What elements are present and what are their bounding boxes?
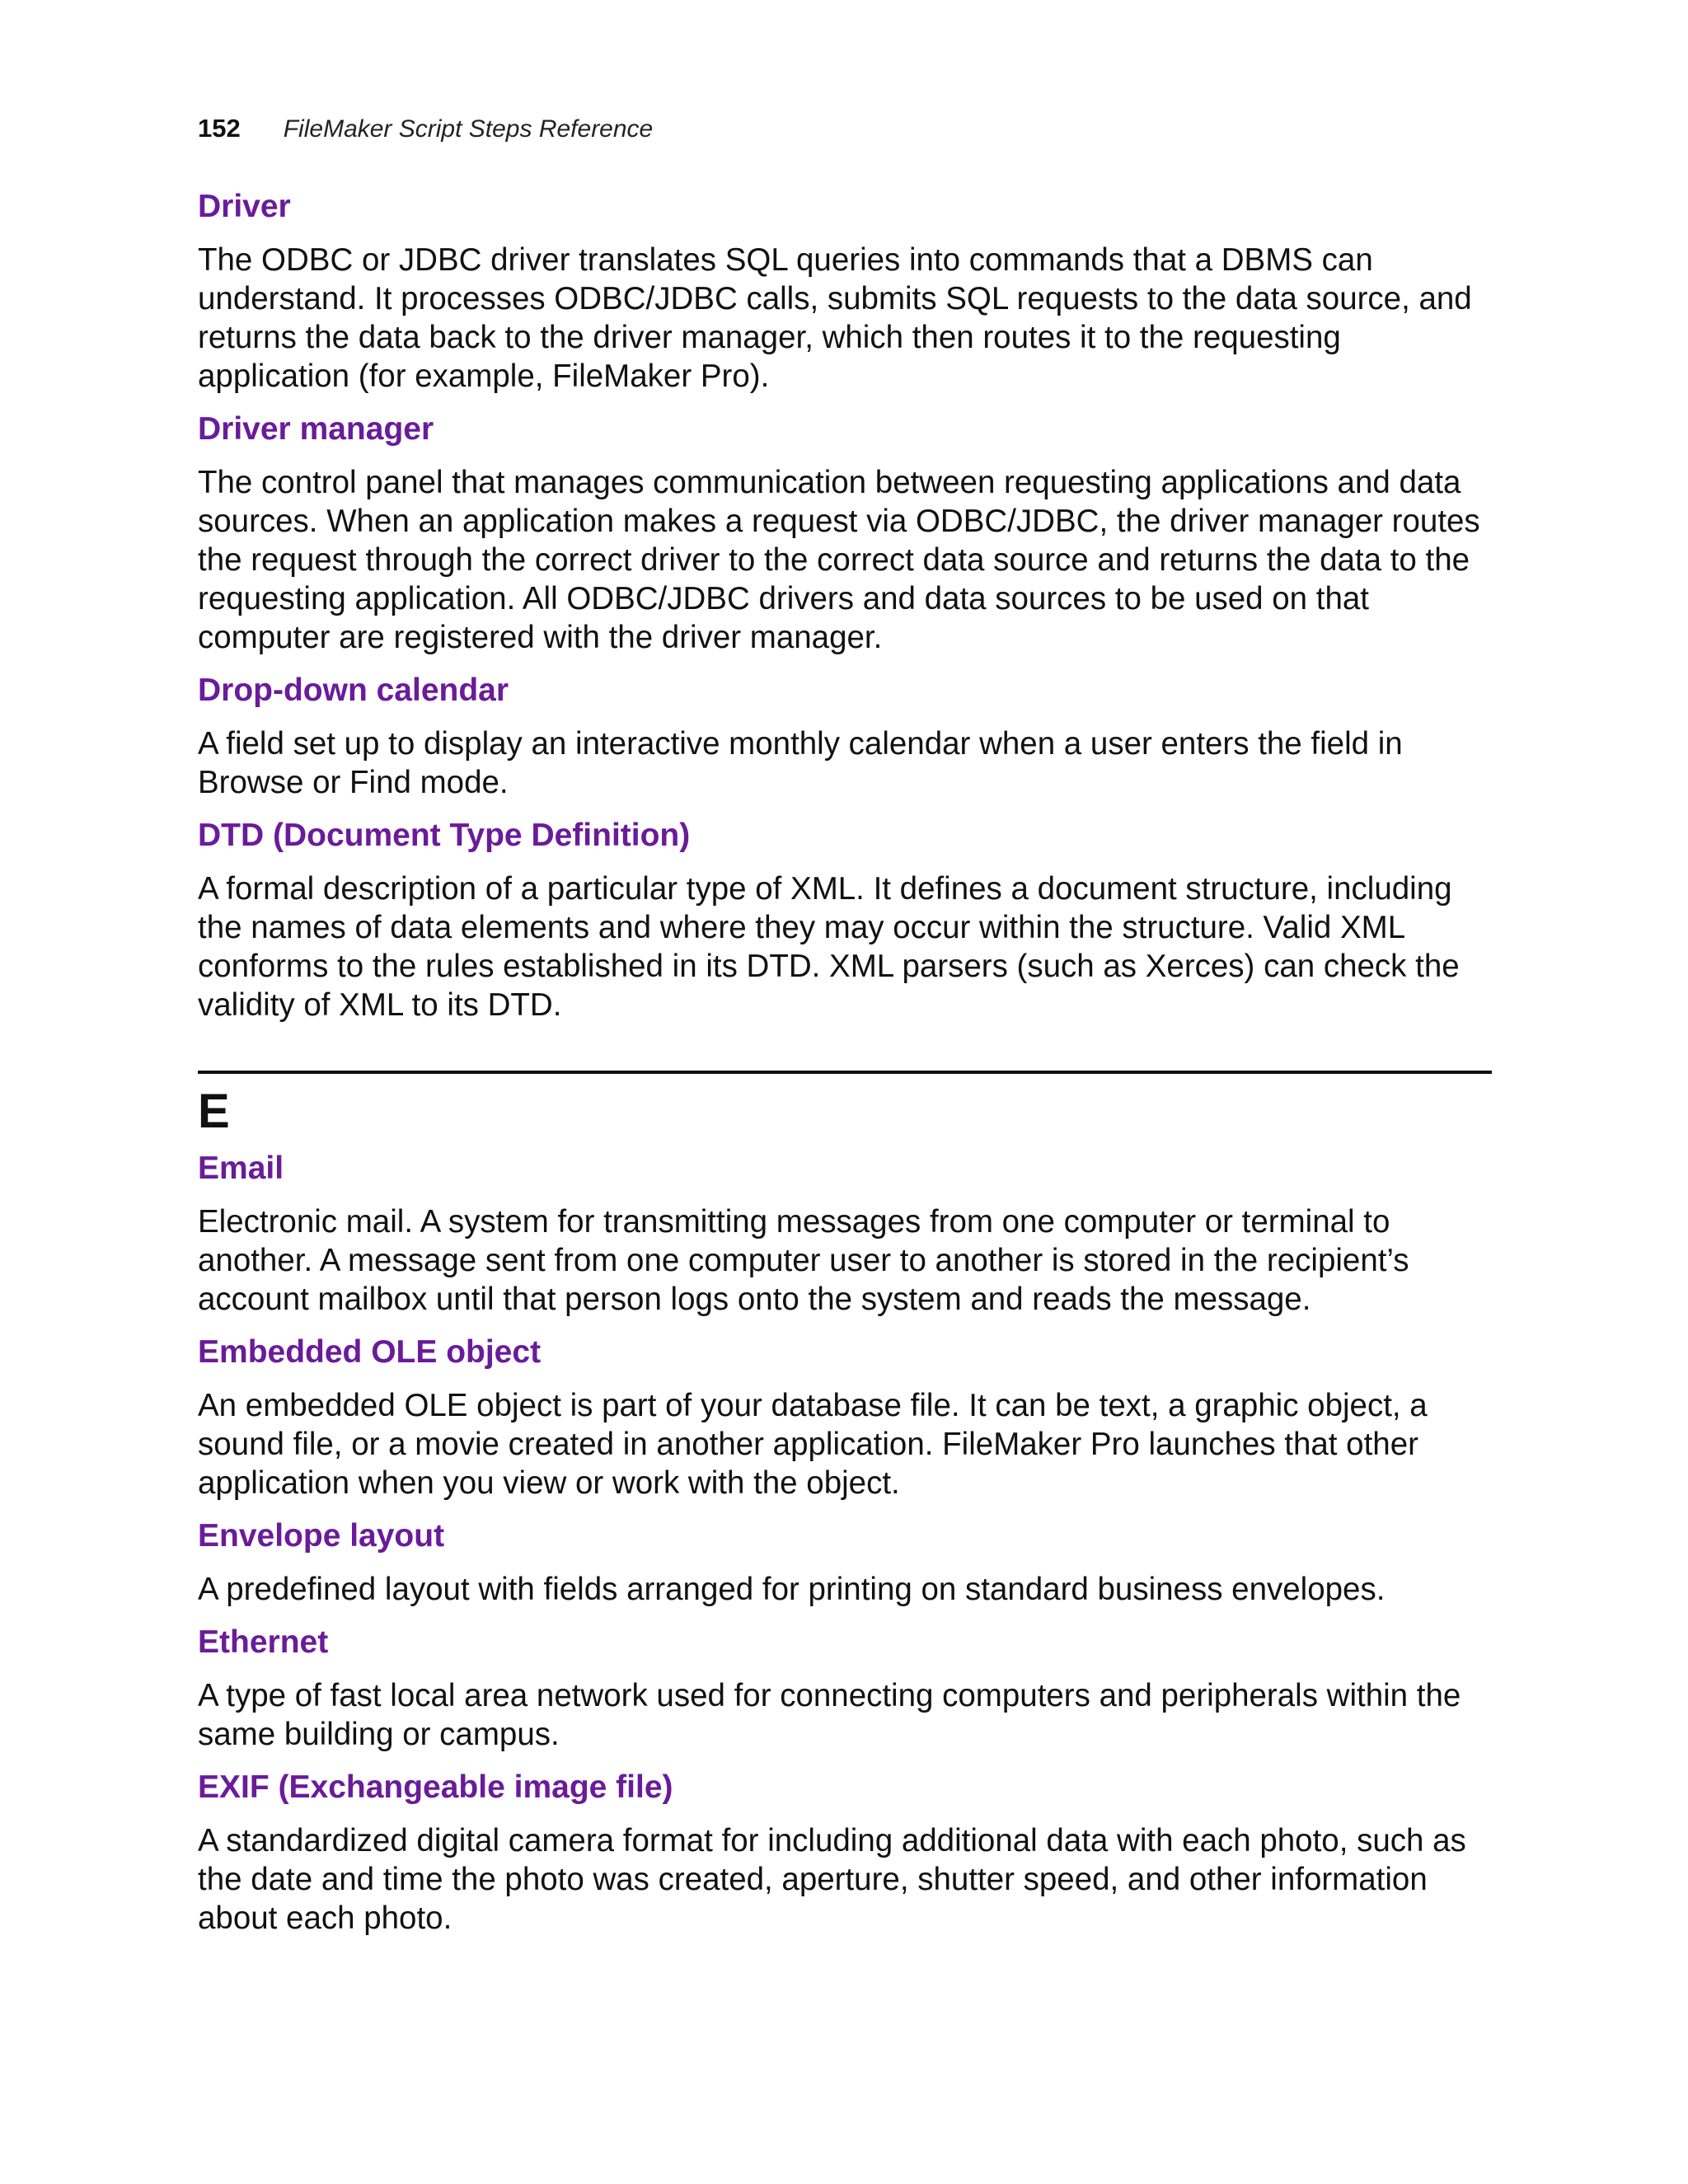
glossary-term: Drop-down calendar [198,673,509,708]
glossary-definition: A formal description of a particular type of XML. It defines a document structure, including the names of data elements and where they may occur within the structure. Valid XML conforms to the rules established in its DTD. XML parsers (such as Xerces) can check the validity of XML to its DTD. [198,871,1460,1023]
glossary-term: EXIF (Exchangeable image file) [198,1769,673,1805]
running-header [198,114,1492,150]
section-letter: E [198,1085,230,1138]
glossary-definition: A type of fast local area network used for connecting computers and peripherals within the same building or campus. [198,1678,1461,1752]
header-title: FileMaker Script Steps Reference [283,115,654,143]
glossary-section-d [198,186,1492,1024]
glossary-term: Driver manager [198,411,434,447]
glossary-definition: A field set up to display an interactive monthly calendar when a user enters the field in Browse or Find mode. [198,726,1403,800]
glossary-term: Ethernet [198,1624,329,1660]
glossary-section-e [198,1080,1492,1938]
glossary-definition: Electronic mail. A system for transmitting messages from one computer or terminal to another. A message sent from one computer user to another is stored in the recipient’s account mailbox until that person logs onto the system and reads the message. [198,1204,1409,1317]
glossary-term: Embedded OLE object [198,1334,542,1370]
page-number: 152 [198,114,241,143]
glossary-term: Email [198,1151,284,1186]
glossary-definition: The control panel that manages communication between requesting applications and data sources. When an application makes a request via ODBC/JDBC, the driver manager routes the request through the correct driver to the correct data source and returns the data to the requesting application. All ODBC/JDBC drivers and data sources to be used on that computer are registered with the driver manager. [198,465,1480,655]
glossary-entry [198,186,1492,396]
glossary-entry [198,1767,1492,1938]
glossary-entry [198,1516,1492,1609]
glossary-entry [198,1332,1492,1502]
document-page [198,114,1492,1951]
glossary-term: Driver [198,189,291,224]
section-divider [198,1071,1492,1074]
glossary-definition: The ODBC or JDBC driver translates SQL queries into commands that a DBMS can understand. It processes ODBC/JDBC calls, submits SQL requests to the data source, and returns the data back to the driver manager, which then routes it to the requesting application (for example, FileMaker Pro). [198,242,1472,394]
glossary-entry [198,1622,1492,1754]
glossary-entry [198,1148,1492,1319]
glossary-definition: An embedded OLE object is part of your database file. It can be text, a graphic object, a sound file, or a movie created in another application. FileMaker Pro launches that other application when you view or work with the object. [198,1388,1428,1501]
glossary-definition: A standardized digital camera format for including additional data with each photo, such as the date and time the photo was created, aperture, shutter speed, and other information about each photo. [198,1823,1466,1936]
glossary-entry [198,670,1492,802]
glossary-term: Envelope layout [198,1518,445,1554]
glossary-definition: A predefined layout with fields arranged for printing on standard business envelopes. [198,1572,1386,1607]
glossary-term: DTD (Document Type Definition) [198,818,691,853]
glossary-entry [198,815,1492,1024]
glossary-entry [198,409,1492,657]
